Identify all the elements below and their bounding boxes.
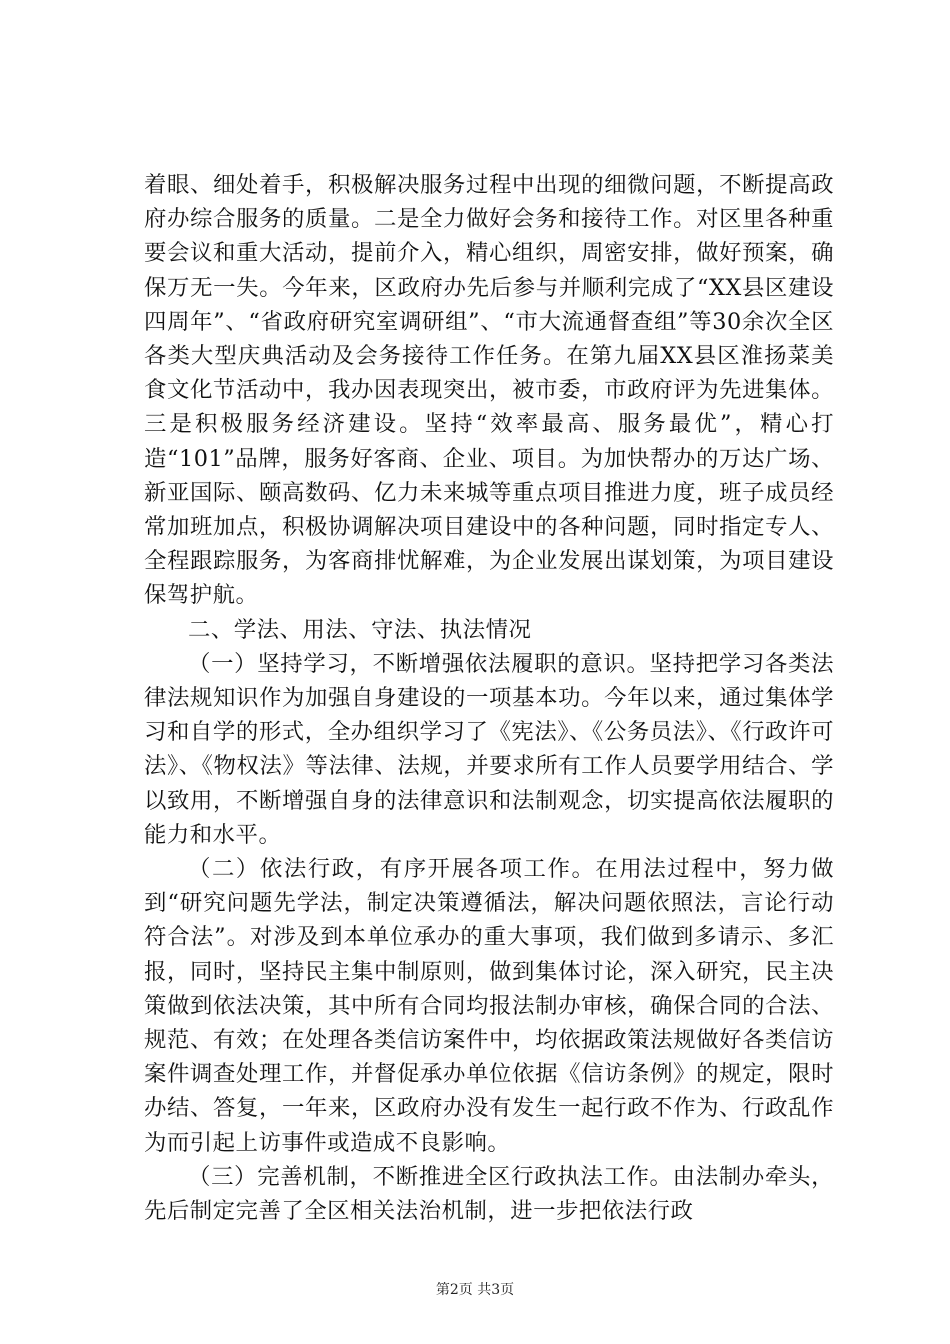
paragraph-service-work: 着眼、细处着手，积极解决服务过程中出现的细微问题，不断提高政府办综合服务的质量。二是全力做好会务和接待工作。对区里各种重要会议和重大活动，提前介入，精心组织，周密安排，做好预案，确保万无一失。今年来，区政府办先后参与并顺利完成了“XX县区建设四周年”、“省政府研究室调研组”、“市大流通督查组”等30余次全区各类大型庆典活动及会务接待工作任务。在第九届XX县区淮扬菜美食文化节活动中，我办因表现突出，被市委，市政府评为先进集体。三是积极服务经济建设。坚持“效率最高、服务最优”，精心打造“101”品牌，服务好客商、企业、项目。为加快帮办的万达广场、新亚国际、颐高数码、亿力未来城等重点项目推进力度，班子成员经常加班加点，积极协调解决项目建设中的各种问题，同时指定专人、全程跟踪服务，为客商排忧解难，为企业发展出谋划策，为项目建设保驾护航。 xyxy=(144,172,834,609)
paragraph-study-law: （一）坚持学习，不断增强依法履职的意识。坚持把学习各类法律法规知识作为加强自身建设的一项基本功。今年以来，通过集体学习和自学的形式，全办组织学习了《宪法》、《公务员法》、《行政许可法》、《物权法》等法律、法规，并要求所有工作人员要学用结合、学以致用，不断增强自身的法律意识和法制观念，切实提高依法履职的能力和水平。 xyxy=(144,650,834,848)
document-body xyxy=(144,168,834,1228)
section-heading-law: 二、学法、用法、守法、执法情况 xyxy=(188,616,532,643)
page-number-footer: 第2页 共3页 xyxy=(435,1282,515,1298)
paragraph-improve-mechanism: （三）完善机制，不断推进全区行政执法工作。由法制办牵头，先后制定完善了全区相关法治机制，进一步把依法行政 xyxy=(144,1163,834,1225)
paragraph-administer-by-law: （二）依法行政，有序开展各项工作。在用法过程中，努力做到“研究问题先学法，制定决策遵循法，解决问题依照法，言论行动符合法”。对涉及到本单位承办的重大事项，我们做到多请示、多汇报，同时，坚持民主集中制原则，做到集体讨论，深入研究，民主决策做到依法决策，其中所有合同均报法制办审核，确保合同的合法、规范、有效；在处理各类信访案件中，均依据政策法规做好各类信访案件调查处理工作，并督促承办单位依据《信访条例》的规定，限时办结、答复，一年来，区政府办没有发生一起行政不作为、行政乱作为而引起上访事件或造成不良影响。 xyxy=(144,856,834,1156)
